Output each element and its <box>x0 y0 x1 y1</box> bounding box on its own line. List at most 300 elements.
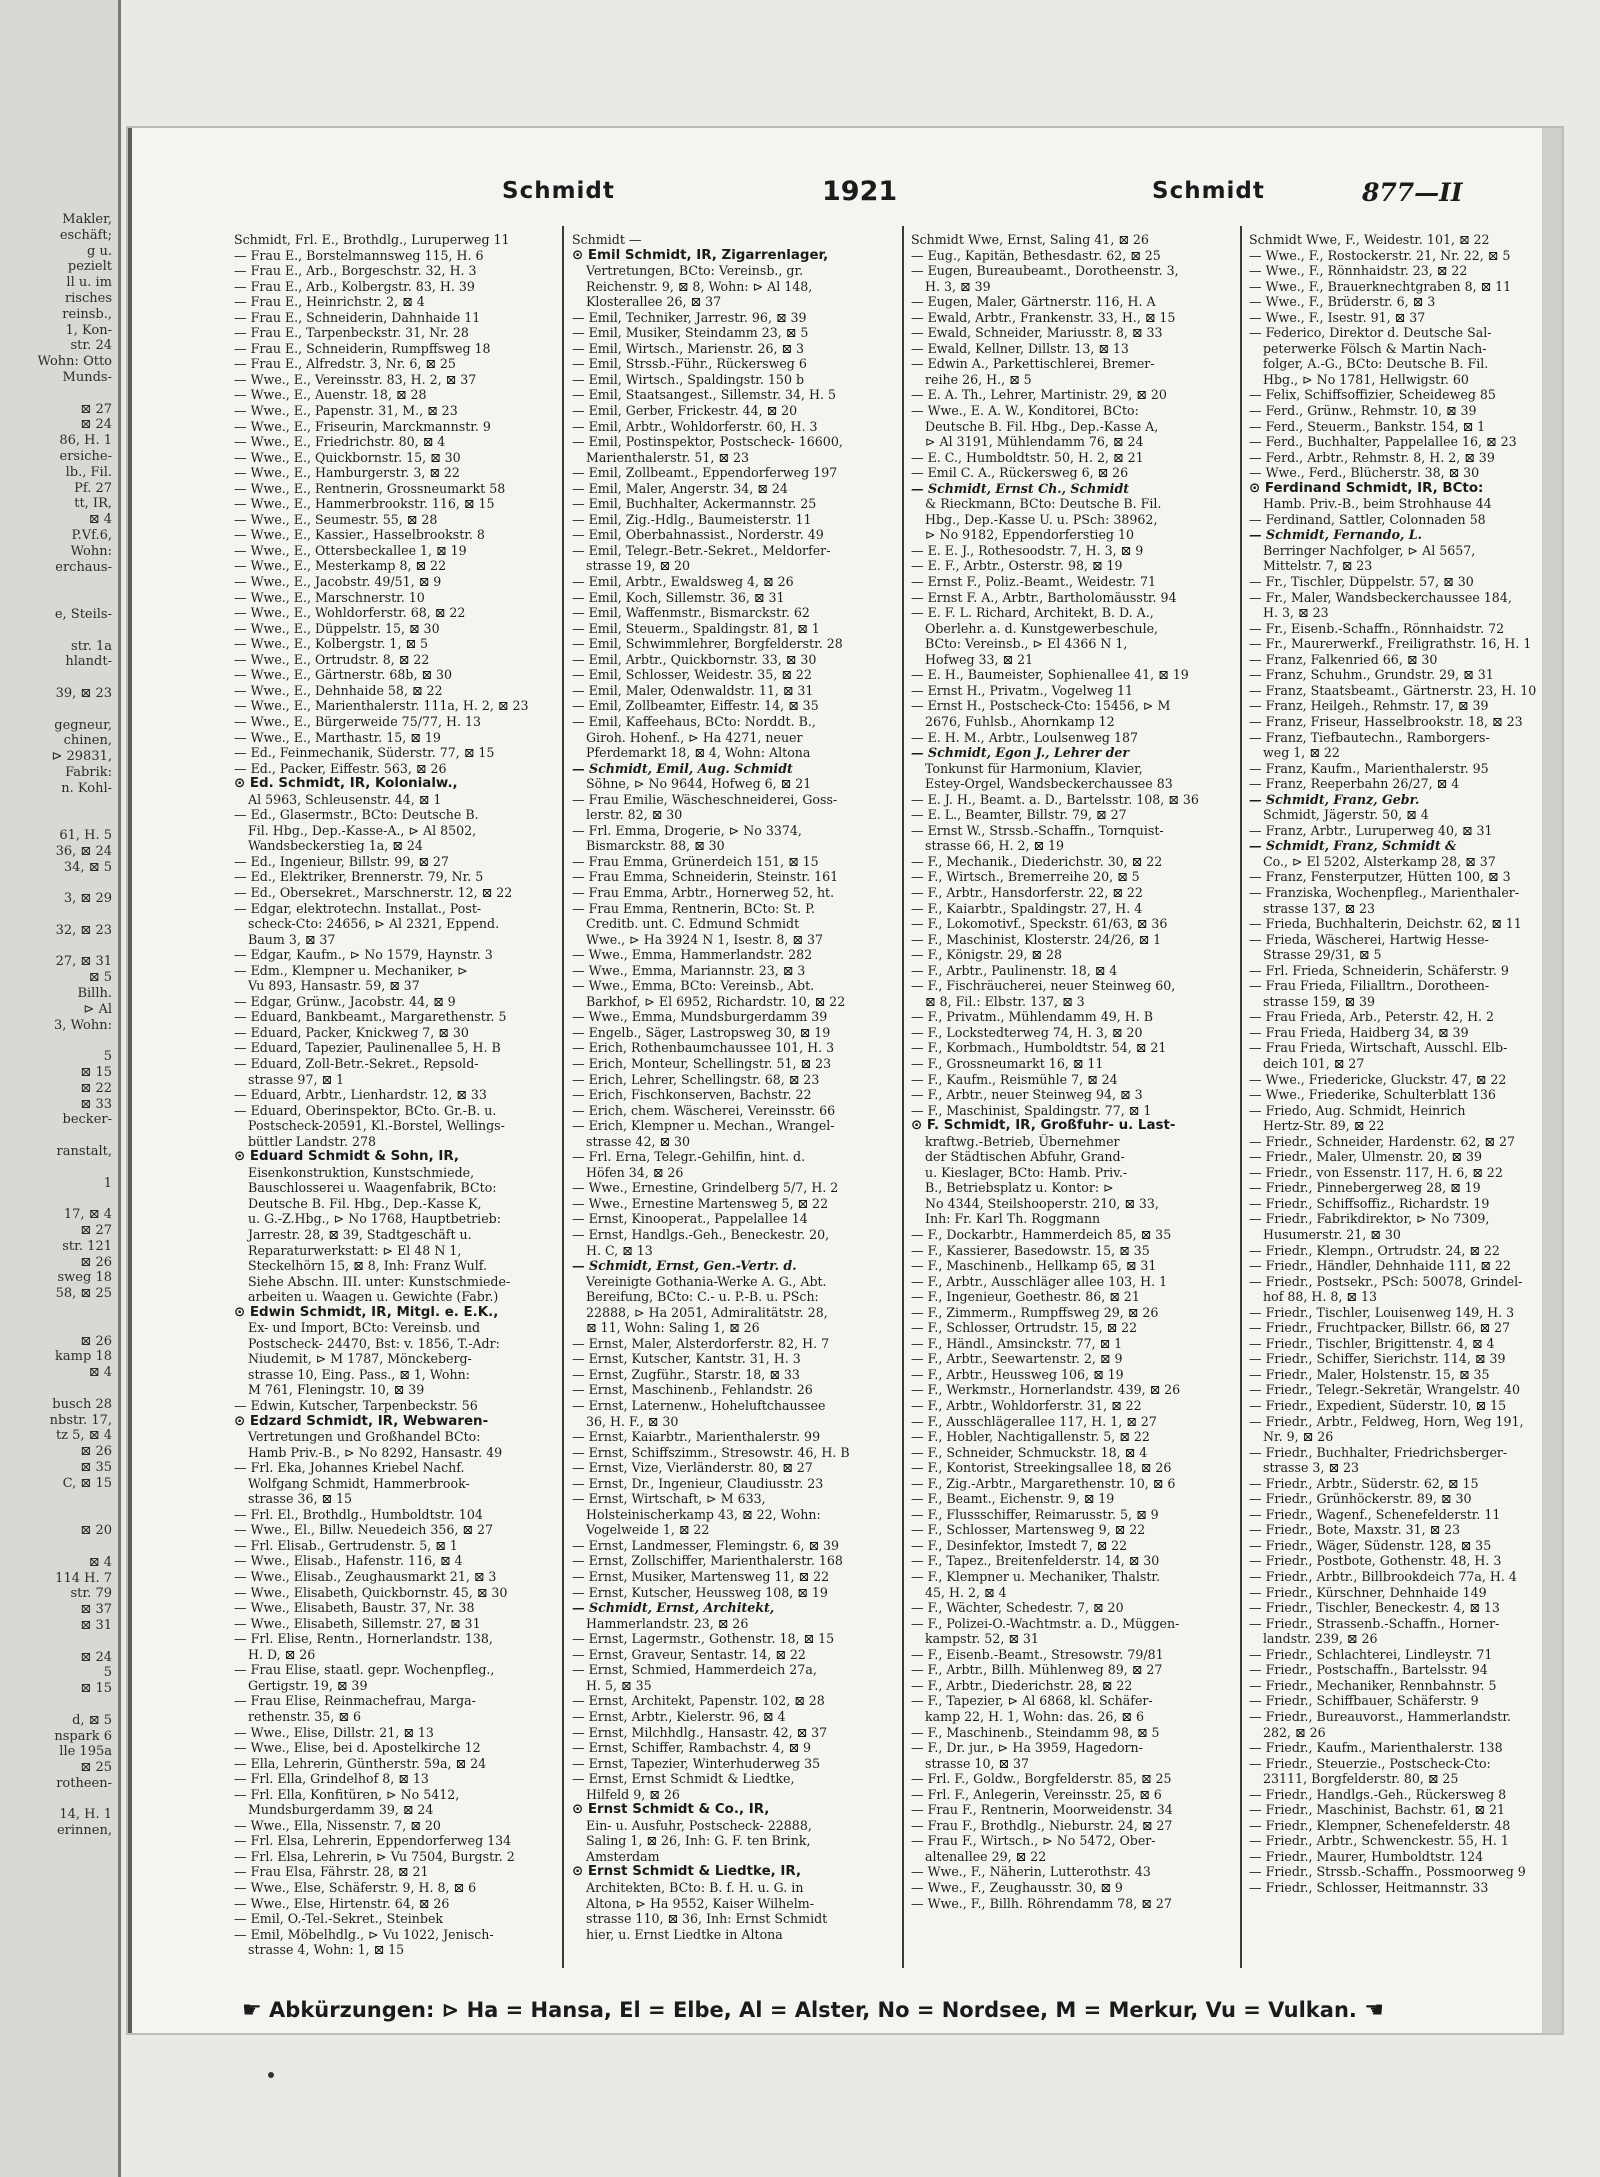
directory-entry: büttler Landstr. 278 <box>248 1133 377 1149</box>
directory-entry: — Ernst, Kutscher, Kantstr. 31, H. 3 <box>572 1351 801 1367</box>
directory-entry: — Frl. Ella, Konfitüren, ⊳ No 5412, <box>234 1786 460 1802</box>
directory-entry: 23111, Borgfelderstr. 80, ⊠ 25 <box>1263 1771 1459 1787</box>
fragment-line: 58, ⊠ 25 <box>55 1286 112 1302</box>
directory-entry: Ein- u. Ausfuhr, Postscheck- 22888, <box>586 1817 812 1833</box>
directory-entry: strasse 66, H. 2, ⊠ 19 <box>925 838 1065 854</box>
directory-entry: Bereifung, BCto: C.- u. P.-B. u. PSch: <box>586 1289 819 1305</box>
directory-entry: Tonkunst für Harmonium, Klavier, <box>925 760 1143 776</box>
directory-entry: — Ernst, Maschinenb., Fehlandstr. 26 <box>572 1382 813 1398</box>
directory-entry: — Wwe., E., Hammerbrookstr. 116, ⊠ 15 <box>234 496 495 512</box>
directory-entry: — Ernst H., Privatm., Vogelweg 11 <box>911 682 1133 698</box>
directory-entry: — Emil, Schwimmlehrer, Borgfelderstr. 28 <box>572 636 843 652</box>
directory-entry: — Edwin A., Parkettischlerei, Bremer- <box>911 356 1155 372</box>
directory-entry: Husumerstr. 21, ⊠ 30 <box>1263 1227 1401 1242</box>
directory-entry: — F., Dockarbtr., Hammerdeich 85, ⊠ 35 <box>911 1227 1172 1242</box>
directory-entry: — F., Lokomotivf., Speckstr. 61/63, ⊠ 36 <box>911 916 1168 932</box>
directory-entry: — Erich, Klempner u. Mechan., Wrangel- <box>572 1118 835 1134</box>
directory-entry: H. 5, ⊠ 35 <box>586 1677 652 1693</box>
directory-entry: — Ernst, Architekt, Papenstr. 102, ⊠ 28 <box>572 1693 825 1709</box>
directory-entry: — Wwe., Else, Schäferstr. 9, H. 8, ⊠ 6 <box>234 1879 477 1895</box>
directory-entry: — Ferd., Arbtr., Rehmstr. 8, H. 2, ⊠ 39 <box>1249 449 1495 465</box>
directory-entry: — F., Arbtr., Paulinenstr. 18, ⊠ 4 <box>911 962 1118 978</box>
fragment-line <box>0 796 112 812</box>
directory-entry: — Frau Frieda, Wirtschaft, Ausschl. Elb- <box>1249 1040 1508 1056</box>
directory-entry: strasse 36, ⊠ 15 <box>248 1491 353 1507</box>
fragment-line: 5 <box>103 1665 112 1681</box>
directory-entry: — F., Händl., Amsinckstr. 77, ⊠ 1 <box>911 1335 1123 1351</box>
directory-entry: — Friedr., Schiffsoffiz., Richardstr. 19 <box>1249 1195 1490 1211</box>
directory-entry: — F., Flussschiffer, Reimarusstr. 5, ⊠ 9 <box>911 1506 1159 1522</box>
directory-entry: — F., Ingenieur, Goethestr. 86, ⊠ 21 <box>911 1289 1140 1305</box>
directory-entry: — Wwe., E., Seumestr. 55, ⊠ 28 <box>234 511 438 527</box>
directory-entry: kamp 22, H. 1, Wohn: das. 26, ⊠ 6 <box>925 1708 1144 1724</box>
directory-entry: — Erich, chem. Wäscherei, Vereinsstr. 66 <box>572 1102 836 1118</box>
directory-entry: hier, u. Ernst Liedtke in Altona <box>586 1926 783 1942</box>
page-header <box>132 178 1542 218</box>
directory-entry: — Erich, Lehrer, Schellingstr. 68, ⊠ 23 <box>572 1071 820 1087</box>
fragment-line: str. 79 <box>70 1586 112 1602</box>
directory-entry: altenallee 29, ⊠ 22 <box>925 1848 1047 1864</box>
directory-entry: Schmidt — <box>572 232 642 247</box>
directory-entry: — E. E. J., Rothesoodstr. 7, H. 3, ⊠ 9 <box>911 542 1144 558</box>
fragment-line: nbstr. 17, <box>49 1412 112 1428</box>
directory-entry: — F., Königstr. 29, ⊠ 28 <box>911 947 1063 963</box>
directory-entry: — Friedr., Arbtr., Feldweg, Horn, Weg 191, <box>1249 1413 1524 1429</box>
directory-entry: — Fr., Maurerwerkf., Freiligrathstr. 16, H. 1 <box>1249 636 1532 652</box>
directory-entry: — Friedr., Arbtr., Billbrookdeich 77a, H. 4 <box>1249 1569 1517 1585</box>
directory-entry: — Emil, Zollbeamter, Eiffestr. 14, ⊠ 35 <box>572 698 819 714</box>
fragment-line: busch 28 <box>52 1396 112 1412</box>
fragment-line: lb., Fil. <box>65 464 112 480</box>
fragment-line: chinen, <box>63 733 112 749</box>
directory-entry: — Frau F., Brothdlg., Nieburstr. 24, ⊠ 27 <box>911 1817 1173 1833</box>
directory-entry: — F., Schlosser, Ortrudstr. 15, ⊠ 22 <box>911 1320 1138 1336</box>
directory-entry: — Wwe., E., Mesterkamp 8, ⊠ 22 <box>234 558 447 574</box>
directory-entry: Hertz-Str. 89, ⊠ 22 <box>1263 1118 1385 1134</box>
directory-entry: — Edgar, Kaufm., ⊳ No 1579, Haynstr. 3 <box>234 947 493 963</box>
directory-entry: — Ed., Glasermstr., BCto: Deutsche B. <box>234 807 479 823</box>
fragment-line: 1 <box>103 1175 112 1191</box>
directory-entry: — F., Fischräucherei, neuer Steinweg 60, <box>911 978 1176 994</box>
directory-entry: — Friedr., von Essenstr. 117, H. 6, ⊠ 22 <box>1249 1164 1503 1180</box>
directory-entry: — F., Grossneumarkt 16, ⊠ 11 <box>911 1055 1104 1071</box>
directory-entry: — F., Maschinist, Klosterstr. 24/26, ⊠ 1 <box>911 931 1162 947</box>
directory-entry: Amsterdam <box>586 1848 660 1864</box>
directory-entry: — Federico, Direktor d. Deutsche Sal- <box>1249 325 1492 341</box>
directory-entry: — F., Desinfektor, Imstedt 7, ⊠ 22 <box>911 1537 1128 1553</box>
directory-entry: — Wwe., E., Gärtnerstr. 68b, ⊠ 30 <box>234 667 453 683</box>
fragment-line: eschäft; <box>59 227 112 243</box>
directory-entry: & Rieckmann, BCto: Deutsche B. Fil. <box>925 496 1162 512</box>
directory-entry: — Wwe., E., Düppelstr. 15, ⊠ 30 <box>234 620 440 636</box>
directory-entry: — F., Kaiarbtr., Spaldingstr. 27, H. 4 <box>911 900 1143 916</box>
directory-entry: — Frau Frieda, Arb., Peterstr. 42, H. 2 <box>1249 1009 1495 1025</box>
directory-entry: Estey-Orgel, Wandsbeckerchaussee 83 <box>925 776 1173 792</box>
directory-entry: — F., Korbmach., Humboldtstr. 54, ⊠ 21 <box>911 1040 1167 1056</box>
directory-entry: kampstr. 52, ⊠ 31 <box>925 1631 1039 1647</box>
fragment-line <box>0 670 112 686</box>
directory-entry: Wwe., ⊳ Ha 3924 N 1, Isestr. 8, ⊠ 37 <box>586 931 823 947</box>
directory-entry: — Frl. Eka, Johannes Kriebel Nachf. <box>234 1460 465 1476</box>
directory-entry: — Franz, Kaufm., Marienthalerstr. 95 <box>1249 760 1489 776</box>
directory-entry: — Friedr., Bureauvorst., Hammerlandstr. <box>1249 1708 1511 1724</box>
directory-entry: u. Kieslager, BCto: Hamb. Priv.- <box>925 1164 1128 1180</box>
directory-entry: — Friedr., Steuerzie., Postscheck-Cto: <box>1249 1755 1491 1771</box>
directory-entry: Söhne, ⊳ No 9644, Hofweg 6, ⊠ 21 <box>586 776 812 792</box>
directory-entry: Vereinigte Gothania-Werke A. G., Abt. <box>586 1273 827 1289</box>
directory-entry: — Wwe., Elisabeth, Sillemstr. 27, ⊠ 31 <box>234 1615 481 1631</box>
directory-entry: — Emil C. A., Rückersweg 6, ⊠ 26 <box>911 465 1129 481</box>
directory-entry: — Ernst, Schiffer, Rambachstr. 4, ⊠ 9 <box>572 1740 812 1756</box>
directory-entry: — Wwe., E., Marthastr. 15, ⊠ 19 <box>234 729 441 745</box>
directory-entry: 45, H. 2, ⊠ 4 <box>925 1584 1007 1600</box>
fragment-line: 39, ⊠ 23 <box>55 685 112 701</box>
fragment-line <box>0 1302 112 1318</box>
directory-entry: — Frl. Elsa, Lehrerin, ⊳ Vu 7504, Burgstr. 2 <box>234 1848 515 1864</box>
directory-entry: H. 3, ⊠ 23 <box>1263 605 1329 621</box>
fragment-line: 114 H. 7 <box>55 1570 112 1586</box>
directory-entry: Wolfgang Schmidt, Hammerbrook- <box>248 1475 470 1491</box>
directory-entry: — Wwe., Friedericke, Gluckstr. 47, ⊠ 22 <box>1249 1071 1507 1087</box>
fragment-line: ⊳ Al <box>83 1001 112 1017</box>
directory-entry: — Emil, Telegr.-Betr.-Sekret., Meldorfer- <box>572 542 831 558</box>
directory-entry: — F., Privatm., Mühlendamm 49, H. B <box>911 1009 1153 1025</box>
directory-entry: — E. F. L. Richard, Architekt, B. D. A., <box>911 605 1154 621</box>
directory-entry: — Wwe., Ella, Nissenstr. 7, ⊠ 20 <box>234 1817 441 1833</box>
directory-entry: — F., Maschinenb., Steindamm 98, ⊠ 5 <box>911 1724 1160 1740</box>
fragment-line: 34, ⊠ 5 <box>63 859 112 875</box>
directory-entry: — Friedr., Kürschner, Dehnhaide 149 <box>1249 1584 1487 1600</box>
directory-entry: — Frl. Emma, Drogerie, ⊳ No 3374, <box>572 822 802 838</box>
fragment-line: 32, ⊠ 23 <box>55 922 112 938</box>
directory-entry: Hbg., Dep.-Kasse U. u. PSch: 38962, <box>925 511 1158 527</box>
directory-entry: M 761, Fleningstr. 10, ⊠ 39 <box>248 1382 425 1398</box>
directory-entry: strasse 137, ⊠ 23 <box>1263 900 1376 916</box>
directory-entry: Baum 3, ⊠ 37 <box>248 931 336 947</box>
directory-entry: — Frau F., Rentnerin, Moorweidenstr. 34 <box>911 1802 1173 1818</box>
directory-entry: ⊙ Ferdinand Schmidt, IR, BCto: <box>1249 480 1484 496</box>
directory-entry: — Friedr., Maler, Ulmenstr. 20, ⊠ 39 <box>1249 1149 1482 1165</box>
directory-entry: — Emil, Möbelhdlg., ⊳ Vu 1022, Jenisch- <box>234 1926 494 1942</box>
fragment-line: 36, ⊠ 24 <box>55 843 112 859</box>
column-4 <box>1249 232 1594 1967</box>
directory-entry: — Wwe., E., Ottersbeckallee 1, ⊠ 19 <box>234 542 467 558</box>
directory-entry: Nr. 9, ⊠ 26 <box>1263 1429 1334 1445</box>
directory-entry: — Ed., Feinmechanik, Süderstr. 77, ⊠ 15 <box>234 745 495 761</box>
directory-entry: — Ed., Packer, Eiffestr. 563, ⊠ 26 <box>234 760 447 776</box>
directory-entry: ⊙ Ernst Schmidt & Liedtke, IR, <box>572 1864 802 1880</box>
directory-entry: Mundsburgerdamm 39, ⊠ 24 <box>248 1802 434 1818</box>
directory-entry: — F., Polizei-O.-Wachtmstr. a. D., Müggen- <box>911 1615 1180 1631</box>
directory-entry: strasse 97, ⊠ 1 <box>248 1071 345 1087</box>
directory-entry: strasse 159, ⊠ 39 <box>1263 993 1376 1009</box>
directory-entry: — Emil, Steuerm., Spaldingstr. 81, ⊠ 1 <box>572 620 820 636</box>
directory-entry: — Friedr., Strassenb.-Schaffn., Horner- <box>1249 1615 1500 1631</box>
directory-entry: strasse 19, ⊠ 20 <box>586 558 691 574</box>
directory-entry: — Eduard, Tapezier, Paulinenallee 5, H. B <box>234 1040 501 1056</box>
fragment-line: d, ⊠ 5 <box>72 1712 112 1728</box>
fragment-line: 86, H. 1 <box>59 433 112 449</box>
directory-entry: lerstr. 82, ⊠ 30 <box>586 807 683 823</box>
fragment-line: ⊠ 26 <box>80 1444 112 1460</box>
directory-entry: — Friedr., Kaufm., Marienthalerstr. 138 <box>1249 1740 1503 1756</box>
fragment-line <box>0 386 112 402</box>
directory-entry: — Wwe., E., Papenstr. 31, M., ⊠ 23 <box>234 403 458 419</box>
fragment-line: tz 5, ⊠ 4 <box>55 1428 112 1444</box>
directory-entry: — F., Mechanik., Diederichstr. 30, ⊠ 22 <box>911 853 1163 869</box>
directory-entry: — Schmidt, Ernst, Gen.-Vertr. d. <box>572 1258 797 1274</box>
fragment-line: ranstalt, <box>56 1144 112 1160</box>
fragment-line <box>0 1128 112 1144</box>
directory-entry: — F., Tapez., Breitenfelderstr. 14, ⊠ 30 <box>911 1553 1160 1569</box>
directory-entry: — Ernst, Maler, Alsterdorferstr. 82, H. 7 <box>572 1335 830 1351</box>
directory-entry: — Frau F., Wirtsch., ⊳ No 5472, Ober- <box>911 1833 1156 1849</box>
directory-entry: — Ernst, Zollschiffer, Marienthalerstr. 168 <box>572 1553 843 1569</box>
directory-entry: — Franz, Staatsbeamt., Gärtnerstr. 23, H. 10 <box>1249 682 1537 698</box>
directory-entry: — Friedr., Tischler, Brigittenstr. 4, ⊠ 4 <box>1249 1335 1495 1351</box>
fragment-line: Wohn: Otto <box>37 354 112 370</box>
directory-entry: — Ferd., Steuerm., Bankstr. 154, ⊠ 1 <box>1249 418 1486 434</box>
column-2 <box>572 232 897 1967</box>
directory-entry: — Wwe., Emma, Mariannstr. 23, ⊠ 3 <box>572 962 806 978</box>
directory-entry: — Wwe., E. A. W., Konditorei, BCto: <box>911 403 1139 419</box>
directory-entry: — F., Hobler, Nachtigallenstr. 5, ⊠ 22 <box>911 1429 1150 1445</box>
directory-entry: strasse 10, ⊠ 37 <box>925 1755 1030 1771</box>
directory-entry: — Frau E., Schneiderin, Dahnhaide 11 <box>234 309 481 325</box>
directory-entry: — Wwe., Elise, Dillstr. 21, ⊠ 13 <box>234 1724 434 1740</box>
fragment-line: ⊠ 31 <box>80 1617 112 1633</box>
fragment-line: risches <box>64 290 112 306</box>
fragment-line: ⊠ 4 <box>88 1554 112 1570</box>
directory-entry: Inh: Fr. Karl Th. Roggmann <box>925 1211 1101 1227</box>
directory-entry: B., Betriebsplatz u. Kontor: ⊳ <box>925 1180 1114 1196</box>
directory-entry: — Wwe., El., Billw. Neuedeich 356, ⊠ 27 <box>234 1522 494 1538</box>
fragment-line <box>0 1381 112 1397</box>
directory-entry: — Ernst, Landmesser, Flemingstr. 6, ⊠ 39 <box>572 1537 840 1553</box>
directory-entry: — Franziska, Wochenpfleg., Marienthaler- <box>1249 884 1520 900</box>
directory-entry: — F., Maschinenb., Hellkamp 65, ⊠ 31 <box>911 1258 1157 1274</box>
directory-entry: — Edgar, Grünw., Jacobstr. 44, ⊠ 9 <box>234 993 456 1009</box>
directory-entry: — Emil, Koch, Sillemstr. 36, ⊠ 31 <box>572 589 785 605</box>
fragment-line: ⊠ 33 <box>80 1096 112 1112</box>
directory-entry: Mittelstr. 7, ⊠ 23 <box>1263 558 1373 574</box>
directory-entry: Pferdemarkt 18, ⊠ 4, Wohn: Altona <box>586 745 811 761</box>
fragment-line: tt, IR, <box>74 496 112 512</box>
fragment-line: ⊠ 20 <box>80 1523 112 1539</box>
directory-entry: — F., Arbtr., Seewartenstr. 2, ⊠ 9 <box>911 1351 1123 1367</box>
directory-entry: Creditb. unt. C. Edmund Schmidt <box>586 916 800 932</box>
directory-entry: — Frau E., Borstelmannsweg 115, H. 6 <box>234 247 484 263</box>
directory-entry: — Friedr., Maurer, Humboldtstr. 124 <box>1249 1848 1484 1864</box>
directory-entry: ⊙ Eduard Schmidt & Sohn, IR, <box>234 1149 459 1165</box>
directory-entry: — Friedr., Klempner, Schenefelderstr. 48 <box>1249 1817 1511 1833</box>
fragment-line: Makler, <box>62 212 112 227</box>
directory-entry: Hammerlandstr. 23, ⊠ 26 <box>586 1615 749 1631</box>
directory-entry: Co., ⊳ El 5202, Alsterkamp 28, ⊠ 37 <box>1263 853 1496 869</box>
directory-entry: — Friedr., Mechaniker, Rennbahnstr. 5 <box>1249 1677 1497 1693</box>
directory-entry: — Friedr., Tischler, Louisenweg 149, H. 3 <box>1249 1304 1515 1320</box>
fragment-line: nspark 6 <box>54 1728 112 1744</box>
directory-entry: — Wwe., Emma, Hammerlandstr. 282 <box>572 947 813 963</box>
directory-entry: Deutsche B. Fil. Hbg., Dep.-Kasse K, <box>248 1195 482 1211</box>
directory-entry: — Frau Emilie, Wäscheschneiderei, Goss- <box>572 791 838 807</box>
directory-entry: — Franz, Reeperbahn 26/27, ⊠ 4 <box>1249 776 1460 792</box>
directory-entry: — Frl. Elisab., Gertrudenstr. 5, ⊠ 1 <box>234 1537 458 1553</box>
directory-entry: — Ed., Ingenieur, Billstr. 99, ⊠ 27 <box>234 853 449 869</box>
fragment-line: ⊠ 25 <box>80 1760 112 1776</box>
directory-entry: — Eduard, Oberinspektor, BCto. Gr.-B. u. <box>234 1102 497 1118</box>
directory-entry: — Friedr., Grünhöckerstr. 89, ⊠ 30 <box>1249 1491 1472 1507</box>
fragment-line: ⊠ 24 <box>80 1649 112 1665</box>
directory-entry: — Frau E., Heinrichstr. 2, ⊠ 4 <box>234 294 425 310</box>
fragment-line: Fabrik: <box>65 764 112 780</box>
directory-entry: — Schmidt, Ernst, Architekt, <box>572 1600 775 1616</box>
directory-entry: — Wwe., E., Marienthalerstr. 111a, H. 2, ⊠ 23 <box>234 698 529 714</box>
directory-entry: Al 5963, Schleusenstr. 44, ⊠ 1 <box>248 791 442 807</box>
directory-entry: Strasse 29/31, ⊠ 5 <box>1263 947 1382 963</box>
fragment-line: pezielt <box>67 259 112 275</box>
directory-entry: 2676, Fuhlsb., Ahornkamp 12 <box>925 713 1115 729</box>
fragment-line: ersiche- <box>59 448 112 464</box>
abbreviations-text: Abkürzungen: ⊳ Ha = Hansa, El = Elbe, Al = Alster, No = Nordsee, M = Merkur, Vu = Vulkan. <box>269 1998 1357 2022</box>
directory-entry: — Ernst, Schiffszimm., Stresowstr. 46, H. B <box>572 1444 850 1460</box>
directory-entry: Schmidt Wwe, Ernst, Saling 41, ⊠ 26 <box>911 232 1149 247</box>
fragment-line: ⊠ 5 <box>88 970 112 986</box>
fragment-line: 27, ⊠ 31 <box>55 954 112 970</box>
directory-entry: — Wwe., E., Ortrudstr. 8, ⊠ 22 <box>234 651 430 667</box>
directory-entry: — Friedr., Händler, Dehnhaide 111, ⊠ 22 <box>1249 1258 1511 1274</box>
directory-entry: — Erich, Rothenbaumchaussee 101, H. 3 <box>572 1040 835 1056</box>
directory-entry: — Friedr., Postsekr., PSch: 50078, Grindel- <box>1249 1273 1523 1289</box>
header-left-title: Schmidt <box>502 178 615 204</box>
fragment-line <box>0 623 112 639</box>
directory-entry: — Emil, Musiker, Steindamm 23, ⊠ 5 <box>572 325 809 341</box>
directory-entry: — Franz, Fensterputzer, Hütten 100, ⊠ 3 <box>1249 869 1511 885</box>
directory-entry: Reparaturwerkstatt: ⊳ El 48 N 1, <box>248 1242 462 1258</box>
directory-entry: — Wwe., F., Zeughausstr. 30, ⊠ 9 <box>911 1879 1123 1895</box>
directory-entry: — Ella, Lehrerin, Güntherstr. 59a, ⊠ 24 <box>234 1755 487 1771</box>
fragment-line <box>0 1191 112 1207</box>
directory-entry: — Frau E., Tarpenbeckstr. 31, Nr. 28 <box>234 325 469 341</box>
directory-entry: — Wwe., Friederike, Schulterblatt 136 <box>1249 1087 1496 1103</box>
directory-entry: — Friedr., Schlachterei, Lindleystr. 71 <box>1249 1646 1493 1662</box>
directory-entry: — Frl. F., Anlegerin, Vereinsstr. 25, ⊠ 6 <box>911 1786 1162 1802</box>
directory-entry: — Ernst, Kinooperat., Pappelallee 14 <box>572 1211 808 1227</box>
fragment-line: ⊠ 15 <box>80 1065 112 1081</box>
directory-entry: — Friedr., Arbtr., Süderstr. 62, ⊠ 15 <box>1249 1475 1479 1491</box>
directory-entry: — Frau E., Arb., Kolbergstr. 83, H. 39 <box>234 278 475 294</box>
column-divider <box>902 226 904 1968</box>
column-divider <box>562 226 564 1968</box>
fragment-line: ⊠ 35 <box>80 1459 112 1475</box>
directory-entry: ⊠ 8, Fil.: Elbstr. 137, ⊠ 3 <box>925 993 1085 1009</box>
directory-entry: — Ernst, Handlgs.-Geh., Beneckestr. 20, <box>572 1227 830 1242</box>
directory-entry: — F., Beamt., Eichenstr. 9, ⊠ 19 <box>911 1491 1115 1507</box>
directory-entry: Vertretungen, BCto: Vereinsb., gr. <box>586 263 804 279</box>
directory-entry: Altona, ⊳ Ha 9552, Kaiser Wilhelm- <box>586 1895 814 1911</box>
directory-entry: ⊳ Al 3191, Mühlendamm 76, ⊠ 24 <box>925 434 1144 450</box>
fragment-line: ⊠ 27 <box>80 1223 112 1238</box>
directory-entry: — Ernst W., Strssb.-Schaffn., Tornquist- <box>911 822 1164 838</box>
directory-entry: — Wwe., Ernestine, Grindelberg 5/7, H. 2 <box>572 1180 839 1196</box>
fragment-line <box>0 591 112 607</box>
directory-entry: — Fr., Maler, Wandsbeckerchaussee 184, <box>1249 589 1512 605</box>
directory-entry: — Ernst, Vize, Vierländerstr. 80, ⊠ 27 <box>572 1460 813 1476</box>
directory-entry: — Ernst F., Poliz.-Beamt., Weidestr. 71 <box>911 574 1157 590</box>
directory-entry: — F., Arbtr., Wohldorferstr. 31, ⊠ 22 <box>911 1398 1142 1414</box>
directory-entry: Schmidt, Frl. E., Brothdlg., Luruperweg 11 <box>234 232 510 247</box>
directory-entry: ⊙ Edwin Schmidt, IR, Mitgl. e. E.K., <box>234 1304 499 1320</box>
directory-entry: Fil. Hbg., Dep.-Kasse-A., ⊳ Al 8502, <box>248 822 477 838</box>
fragment-line <box>0 812 112 828</box>
directory-entry: — Wwe., F., Brüderstr. 6, ⊠ 3 <box>1249 294 1436 310</box>
directory-entry: — Emil, Oberbahnassist., Norderstr. 49 <box>572 527 824 543</box>
fragment-line <box>0 575 112 591</box>
directory-entry: — Wwe., Elisab., Zeughausmarkt 21, ⊠ 3 <box>234 1569 497 1585</box>
fragment-line: 14, H. 1 <box>59 1807 112 1823</box>
directory-entry: strasse 3, ⊠ 23 <box>1263 1460 1360 1476</box>
directory-entry: — Frau Frieda, Haidberg 34, ⊠ 39 <box>1249 1024 1469 1040</box>
directory-entry: — Frau Emma, Grünerdeich 151, ⊠ 15 <box>572 853 819 869</box>
fragment-line: 61, H. 5 <box>59 828 112 844</box>
directory-entry: — Ernst, Lagermstr., Gothenstr. 18, ⊠ 15 <box>572 1631 835 1647</box>
fragment-line: str. 1a <box>71 638 112 654</box>
directory-entry: strasse 42, ⊠ 30 <box>586 1133 691 1149</box>
fragment-line: str. 121 <box>62 1238 112 1254</box>
directory-entry: Holsteinischerkamp 43, ⊠ 22, Wohn: <box>586 1506 821 1522</box>
fragment-line: Billh. <box>77 986 112 1002</box>
directory-entry: — Emil, Techniker, Jarrestr. 96, ⊠ 39 <box>572 309 807 325</box>
fragment-line: lle 195a <box>59 1744 112 1760</box>
fragment-line <box>0 1492 112 1508</box>
directory-entry: — Eduard, Zoll-Betr.-Sekret., Repsold- <box>234 1055 479 1071</box>
column-1 <box>234 232 559 1967</box>
directory-entry: Architekten, BCto: B. f. H. u. G. in <box>586 1879 804 1895</box>
directory-entry: Schmidt, Jägerstr. 50, ⊠ 4 <box>1263 807 1429 823</box>
directory-entry: — Wwe., Elisab., Hafenstr. 116, ⊠ 4 <box>234 1553 463 1569</box>
fragment-line: 1, Kon- <box>65 322 112 338</box>
directory-entry: — Wwe., E., Dehnhaide 58, ⊠ 22 <box>234 682 443 698</box>
fragment-line: becker- <box>62 1112 112 1128</box>
directory-entry: Hamb Priv.-B., ⊳ No 8292, Hansastr. 49 <box>248 1444 503 1460</box>
directory-entry: — Friedr., Postschaffn., Bartelsstr. 94 <box>1249 1662 1488 1678</box>
directory-entry: — Friedr., Schlosser, Heitmannstr. 33 <box>1249 1879 1489 1895</box>
directory-entry: Höfen 34, ⊠ 26 <box>586 1164 684 1180</box>
directory-entry: — Frau Elise, staatl. gepr. Wochenpfleg., <box>234 1662 495 1678</box>
header-right-title: Schmidt <box>1152 178 1265 204</box>
directory-entry: Saling 1, ⊠ 26, Inh: G. F. ten Brink, <box>586 1833 811 1849</box>
directory-entry: Hofweg 33, ⊠ 21 <box>925 651 1034 667</box>
fragment-line: g u. <box>87 243 112 259</box>
directory-entry: — Friedr., Fruchtpacker, Billstr. 66, ⊠ 27 <box>1249 1320 1511 1336</box>
directory-entry: 282, ⊠ 26 <box>1263 1724 1326 1740</box>
directory-entry: ⊙ Emil Schmidt, IR, Zigarrenlager, <box>572 247 829 263</box>
directory-entry: — Ernst F. A., Arbtr., Bartholomäusstr. 94 <box>911 589 1177 605</box>
directory-entry: — Wwe., E., Auenstr. 18, ⊠ 28 <box>234 387 427 403</box>
directory-entry: Niudemit, ⊳ M 1787, Mönckeberg- <box>248 1351 472 1367</box>
fragment-line: ⊠ 4 <box>88 1365 112 1381</box>
directory-entry: — Emil, Wirtsch., Marienstr. 26, ⊠ 3 <box>572 340 805 356</box>
directory-entry: — Eug., Kapitän, Bethesdastr. 62, ⊠ 25 <box>911 247 1161 263</box>
directory-entry: — Wwe., E., Vereinsstr. 83, H. 2, ⊠ 37 <box>234 371 477 387</box>
directory-entry: — Ernst, Ernst Schmidt & Liedtke, <box>572 1771 795 1787</box>
directory-entry: — Franz, Arbtr., Luruperweg 40, ⊠ 31 <box>1249 822 1493 838</box>
directory-entry: Oberlehr. a. d. Kunstgewerbeschule, <box>925 620 1159 636</box>
directory-entry: Berringer Nachfolger, ⊳ Al 5657, <box>1263 542 1476 558</box>
fragment-line <box>0 939 112 955</box>
directory-entry: — Emil, Arbtr., Quickbornstr. 33, ⊠ 30 <box>572 651 817 667</box>
directory-entry: Giroh. Hohenf., ⊳ Ha 4271, neuer <box>586 729 803 745</box>
